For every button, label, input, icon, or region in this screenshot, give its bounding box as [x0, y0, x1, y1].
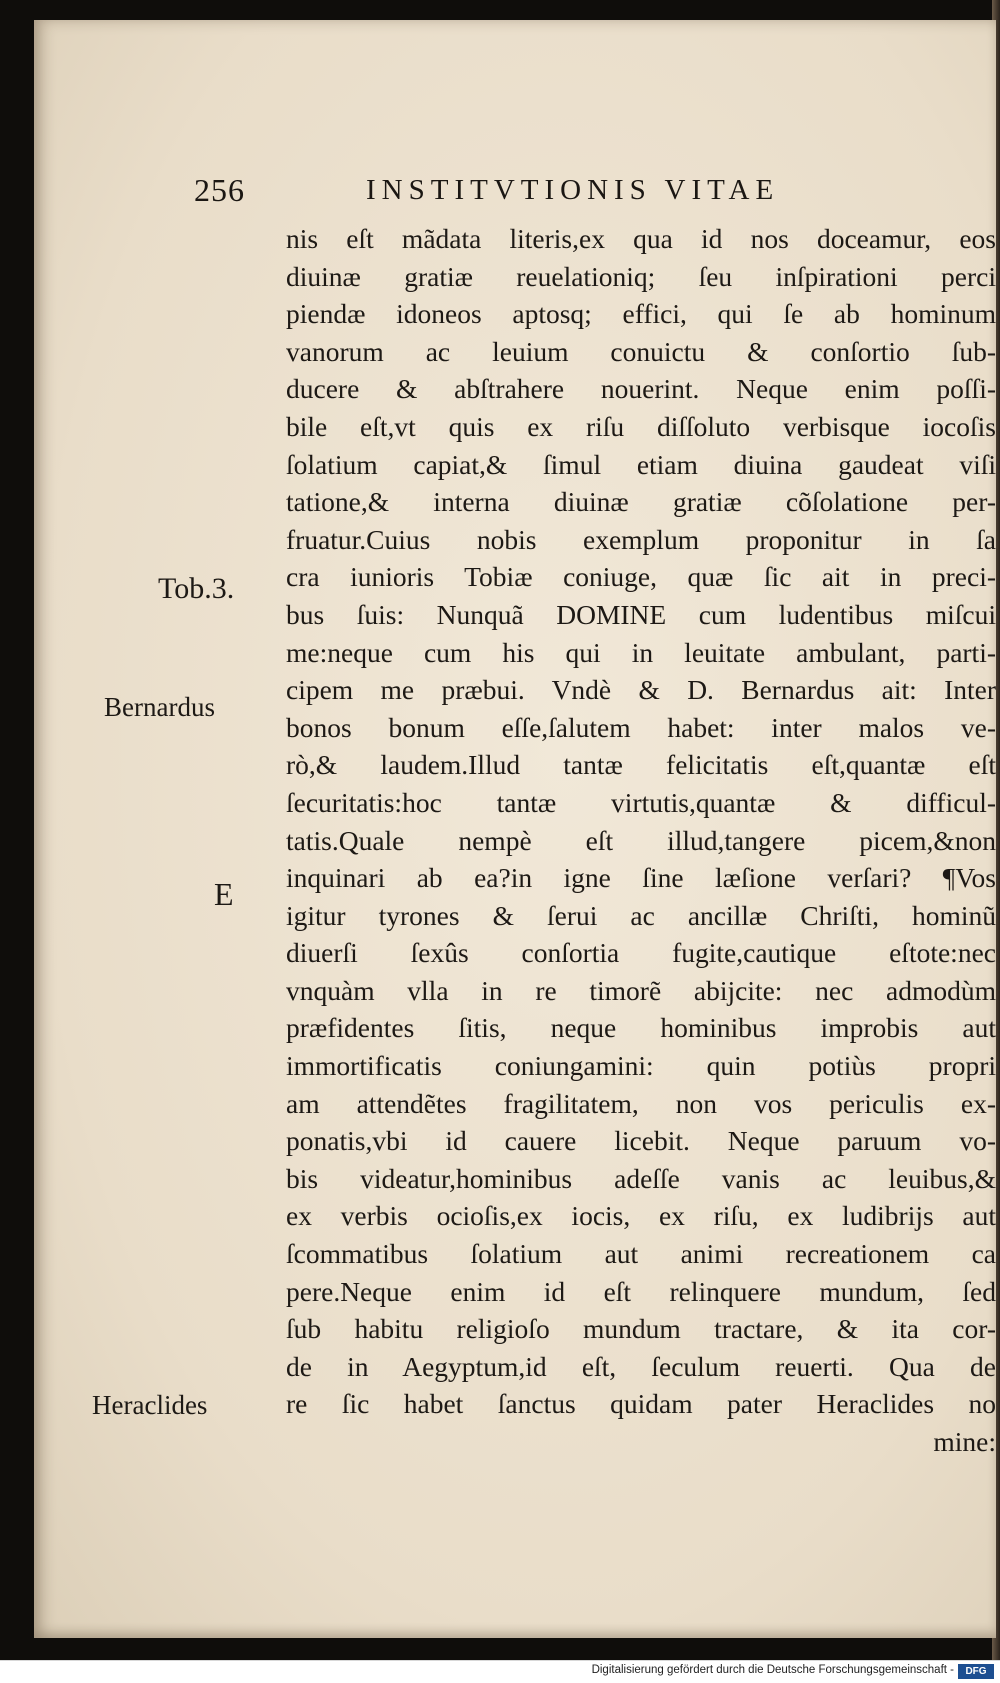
text-line: nis eſt mãdata literis,ex qua id nos doceamur, eos — [286, 223, 996, 254]
catchword: mine: — [933, 1426, 996, 1457]
text-line: vnquàm vlla in re timorẽ abijcite: nec admodùm — [286, 974, 996, 1006]
margin-note-section-letter: E — [214, 876, 234, 912]
text-line: de in Aegyptum,id eſt, ſeculum reuerti. Qua de — [286, 1350, 996, 1382]
dfg-logo: DFG — [958, 1664, 994, 1679]
text-line: ſcommatibus ſolatium aut animi recreationem ca — [286, 1238, 996, 1270]
footer-strip — [0, 1660, 1000, 1683]
text-line: me:neque cum his qui in leuitate ambulant, parti- — [286, 636, 996, 668]
page-number: 256 — [194, 172, 245, 208]
text-line: tatis.Quale nempè eſt illud,tangere picem,&non — [286, 824, 996, 856]
text-line: bile eſt,vt quis ex riſu diſſoluto verbisque iocoſis — [286, 410, 996, 442]
margin-note-bernardus: Bernardus — [104, 692, 215, 722]
body-text — [286, 220, 996, 1461]
text-line: tatione,& interna diuinæ gratiæ cõſolatione per- — [286, 486, 996, 518]
text-line: bonos bonum eſſe,ſalutem habet: inter malos ve- — [286, 711, 996, 743]
text-line: diuinæ gratiæ reuelationiq; ſeu inſpirationi perci — [286, 260, 996, 292]
text-line: rò,& laudem.Illud tantæ felicitatis eſt,quantæ eſt — [286, 749, 996, 781]
text-line: cipem me præbui. Vndè & D. Bernardus ait: Inter — [286, 674, 996, 706]
text-line: ſecuritatis:hoc tantæ virtutis,quantæ & difficul- — [286, 786, 996, 818]
text-line: diuerſi ſexûs conſortia fugite,cautique eſtote:nec — [286, 937, 996, 969]
text-line: ex verbis ocioſis,ex iocis, ex riſu, ex ludibrijs aut — [286, 1200, 996, 1232]
digitization-credit: Digitalisierung gefördert durch die Deutsche Forschungsgemeinschaft - — [591, 1664, 954, 1676]
text-line: piendæ idoneos aptosq; effici, qui ſe ab hominum — [286, 298, 996, 330]
text-line: am attendẽtes fragilitatem, non vos periculis ex- — [286, 1087, 996, 1119]
running-title: INSTITVTIONIS VITAE — [366, 174, 780, 206]
margin-note-tobias: Tob.3. — [158, 572, 235, 605]
text-line: fruatur.Cuius nobis exemplum proponitur in ſa — [286, 523, 996, 555]
text-line: ponatis,vbi id cauere licebit. Neque paruum vo- — [286, 1125, 996, 1157]
text-line: vanorum ac leuium conuictu & conſortio ſub- — [286, 335, 996, 367]
text-line: bus ſuis: Nunquã DOMINE cum ludentibus miſcui — [286, 598, 996, 630]
page-header — [34, 172, 996, 212]
book-page — [34, 20, 996, 1638]
text-line: pere.Neque enim id eſt relinquere mundum, ſed — [286, 1275, 996, 1307]
text-line: bis videatur,hominibus adeſſe vanis ac leuibus,& — [286, 1162, 996, 1194]
text-line: cra iunioris Tobiæ coniuge, quæ ſic ait in preci- — [286, 561, 996, 593]
text-line: re ſic habet ſanctus quidam pater Heraclides no — [286, 1388, 996, 1420]
text-line: præfidentes ſitis, neque hominibus improbis aut — [286, 1012, 996, 1044]
text-line: igitur tyrones & ſerui ac ancillæ Chriſti, hominũ — [286, 899, 996, 931]
text-line: ſub habitu religioſo mundum tractare, & ita cor- — [286, 1313, 996, 1345]
text-line: immortificatis coniungamini: quin potiùs propri — [286, 1050, 996, 1082]
text-line: ducere & abſtrahere nouerint. Neque enim poſſi- — [286, 373, 996, 405]
text-line: inquinari ab ea?in igne ſine læſione verſari? ¶Vos — [286, 862, 996, 894]
text-line: ſolatium capiat,& ſimul etiam diuina gaudeat viſi — [286, 448, 996, 480]
margin-note-heraclides: Heraclides — [92, 1390, 208, 1420]
